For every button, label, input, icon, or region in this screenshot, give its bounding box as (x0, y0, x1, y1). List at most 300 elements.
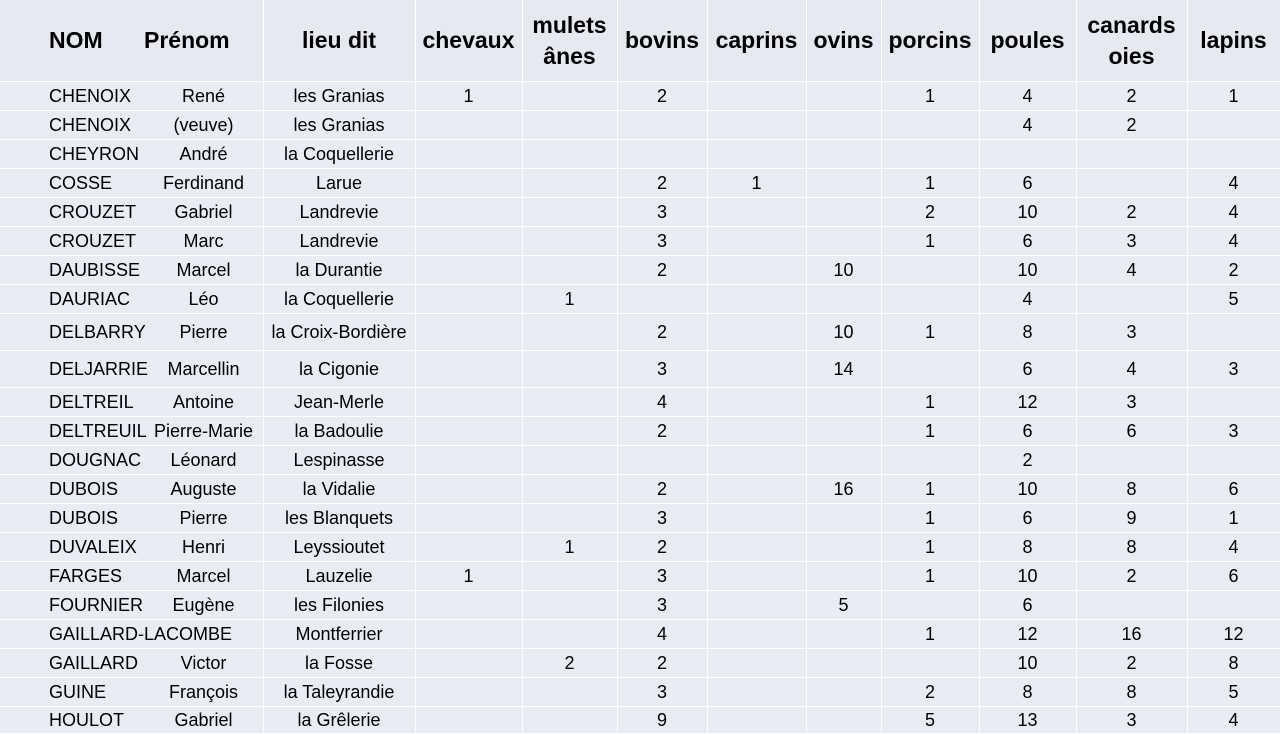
cell-lieu: les Blanquets (263, 504, 415, 533)
cell-porcins: 5 (881, 707, 979, 734)
cell-prenom: Marcel (176, 259, 231, 280)
cell-prenom: Marc (183, 230, 224, 251)
cell-lieu: la Coquellerie (263, 285, 415, 314)
cell-poules: 12 (979, 388, 1076, 417)
cell-mulets (522, 198, 617, 227)
cell-lieu: les Granias (263, 111, 415, 140)
cell-caprins (707, 649, 806, 678)
cell-nom: DAURIAC (49, 288, 131, 309)
cell-canards: 8 (1076, 678, 1187, 707)
cell-porcins: 1 (881, 475, 979, 504)
cell-bovins: 3 (617, 198, 707, 227)
cell-lapins: 4 (1187, 707, 1280, 734)
cell-poules: 6 (979, 351, 1076, 388)
cell-lapins: 6 (1187, 562, 1280, 591)
cell-ovins (806, 140, 881, 169)
cell-caprins (707, 351, 806, 388)
cell-porcins (881, 351, 979, 388)
cell-chevaux (415, 227, 522, 256)
cell-porcins: 1 (881, 82, 979, 111)
cell-ovins: 5 (806, 591, 881, 620)
cell-nom: CHENOIX (49, 85, 132, 106)
cell-chevaux (415, 314, 522, 351)
header-mulets-line2: ânes (543, 42, 596, 69)
cell-prenom: Ferdinand (162, 172, 245, 193)
cell-caprins (707, 388, 806, 417)
header-porcins: porcins (881, 0, 979, 82)
cell-lapins (1187, 446, 1280, 475)
cell-chevaux (415, 620, 522, 649)
cell-nom: CROUZET (49, 201, 136, 222)
table-row (0, 649, 1280, 678)
cell-canards: 2 (1076, 649, 1187, 678)
cell-porcins: 1 (881, 533, 979, 562)
cell-canards: 3 (1076, 314, 1187, 351)
table-row (0, 285, 1280, 314)
cell-nom: DUBOIS (49, 507, 119, 528)
cell-poules: 2 (979, 446, 1076, 475)
cell-nom: DOUGNAC (49, 449, 142, 470)
header-canards-line2: oies (1108, 42, 1155, 69)
cell-lieu: la Croix-Bordière (263, 314, 415, 351)
cell-nom: DELJARRIE (49, 358, 149, 379)
cell-lieu: Lauzelie (263, 562, 415, 591)
cell-ovins: 14 (806, 351, 881, 388)
cell-mulets (522, 504, 617, 533)
cell-porcins (881, 111, 979, 140)
cell-prenom: Pierre-Marie (153, 420, 254, 441)
cell-caprins (707, 140, 806, 169)
cell-lapins (1187, 388, 1280, 417)
cell-porcins: 1 (881, 169, 979, 198)
cell-prenom: Eugène (172, 594, 235, 615)
cell-nom: DAUBISSE (49, 259, 141, 280)
cell-porcins (881, 285, 979, 314)
cell-prenom: René (181, 85, 226, 106)
cell-lapins (1187, 591, 1280, 620)
cell-caprins (707, 591, 806, 620)
cell-mulets (522, 82, 617, 111)
cell-porcins: 1 (881, 388, 979, 417)
table-row (0, 111, 1280, 140)
header-caprins: caprins (707, 0, 806, 82)
cell-mulets (522, 351, 617, 388)
cell-nom-prenom (0, 285, 263, 314)
cell-nom-prenom (0, 475, 263, 504)
cell-lieu: Lespinasse (263, 446, 415, 475)
cell-prenom: (veuve) (173, 114, 234, 135)
cell-lieu: la Grêlerie (263, 707, 415, 734)
cell-mulets: 2 (522, 649, 617, 678)
cell-caprins (707, 562, 806, 591)
cell-canards: 2 (1076, 562, 1187, 591)
cell-lapins: 2 (1187, 256, 1280, 285)
cell-nom-prenom (0, 707, 263, 734)
cell-caprins (707, 314, 806, 351)
cell-chevaux (415, 169, 522, 198)
cell-chevaux (415, 707, 522, 734)
table-row (0, 504, 1280, 533)
cell-nom-prenom (0, 111, 263, 140)
table-row (0, 446, 1280, 475)
cell-nom-prenom (0, 314, 263, 351)
cell-mulets (522, 446, 617, 475)
cell-lapins: 4 (1187, 169, 1280, 198)
cell-prenom: Pierre (179, 507, 228, 528)
cell-lieu: la Taleyrandie (263, 678, 415, 707)
cell-lapins (1187, 314, 1280, 351)
table-row (0, 351, 1280, 388)
cell-prenom: François (168, 681, 239, 702)
cell-lapins: 5 (1187, 678, 1280, 707)
cell-poules: 10 (979, 562, 1076, 591)
table-row (0, 620, 1280, 649)
cell-ovins (806, 707, 881, 734)
cell-bovins: 2 (617, 82, 707, 111)
cell-bovins: 3 (617, 227, 707, 256)
cell-lieu: la Badoulie (263, 417, 415, 446)
cell-nom-prenom (0, 533, 263, 562)
cell-lapins: 3 (1187, 417, 1280, 446)
cell-nom: CHEYRON (49, 143, 140, 164)
cell-lapins: 3 (1187, 351, 1280, 388)
table-row (0, 417, 1280, 446)
cell-bovins: 4 (617, 620, 707, 649)
cell-caprins (707, 417, 806, 446)
cell-nom: COSSE (49, 172, 113, 193)
cell-lieu: Landrevie (263, 227, 415, 256)
cell-poules: 10 (979, 198, 1076, 227)
cell-poules: 6 (979, 227, 1076, 256)
cell-nom: FARGES (49, 565, 123, 586)
cell-chevaux: 1 (415, 82, 522, 111)
cell-caprins (707, 475, 806, 504)
cell-nom-prenom (0, 591, 263, 620)
cell-nom-prenom (0, 446, 263, 475)
cell-caprins (707, 446, 806, 475)
cell-prenom: Gabriel (174, 201, 233, 222)
cell-nom-prenom (0, 649, 263, 678)
cell-nom: GAILLARD (49, 652, 139, 673)
header-canards (1076, 0, 1187, 82)
header-chevaux: chevaux (415, 0, 522, 82)
cell-bovins: 2 (617, 256, 707, 285)
cell-caprins (707, 82, 806, 111)
cell-chevaux (415, 388, 522, 417)
cell-chevaux (415, 446, 522, 475)
cell-poules: 8 (979, 533, 1076, 562)
cell-lieu: Larue (263, 169, 415, 198)
cell-bovins: 9 (617, 707, 707, 734)
cell-caprins (707, 620, 806, 649)
cell-mulets (522, 591, 617, 620)
cell-chevaux (415, 140, 522, 169)
cell-nom: FOURNIER (49, 594, 143, 615)
header-prenom: Prénom (144, 27, 230, 53)
cell-mulets (522, 707, 617, 734)
cell-bovins: 2 (617, 314, 707, 351)
cell-mulets (522, 169, 617, 198)
cell-mulets (522, 417, 617, 446)
cell-porcins: 1 (881, 417, 979, 446)
cell-nom: DELTREUIL (49, 420, 147, 441)
cell-bovins: 2 (617, 475, 707, 504)
cell-lapins: 4 (1187, 227, 1280, 256)
cell-ovins (806, 446, 881, 475)
cell-canards: 9 (1076, 504, 1187, 533)
cell-mulets: 1 (522, 285, 617, 314)
cell-canards: 2 (1076, 82, 1187, 111)
cell-lieu: Landrevie (263, 198, 415, 227)
cell-caprins (707, 198, 806, 227)
cell-poules: 10 (979, 256, 1076, 285)
cell-caprins (707, 227, 806, 256)
header-lapins: lapins (1187, 0, 1280, 82)
cell-prenom: Pierre (179, 321, 228, 342)
cell-canards: 4 (1076, 351, 1187, 388)
header-nom-prenom (0, 0, 263, 82)
cell-canards: 8 (1076, 475, 1187, 504)
cell-caprins (707, 707, 806, 734)
cell-nom: DUBOIS (49, 478, 119, 499)
table-row (0, 82, 1280, 111)
cell-chevaux (415, 475, 522, 504)
cell-canards (1076, 591, 1187, 620)
cell-nom: CHENOIX (49, 114, 132, 135)
cell-mulets (522, 620, 617, 649)
cell-nom-prenom (0, 82, 263, 111)
cell-lieu: les Granias (263, 82, 415, 111)
cell-nom-prenom (0, 140, 263, 169)
cell-mulets (522, 475, 617, 504)
cell-chevaux (415, 417, 522, 446)
table-row (0, 533, 1280, 562)
cell-lieu: la Durantie (263, 256, 415, 285)
cell-ovins (806, 678, 881, 707)
cell-lieu: la Fosse (263, 649, 415, 678)
cell-canards: 2 (1076, 198, 1187, 227)
cell-porcins: 1 (881, 562, 979, 591)
cell-ovins (806, 388, 881, 417)
cell-lieu: la Cigonie (263, 351, 415, 388)
header-row (0, 0, 1280, 82)
table-body (0, 82, 1280, 734)
cell-prenom: Léo (188, 288, 219, 309)
cell-chevaux (415, 678, 522, 707)
cell-bovins (617, 446, 707, 475)
header-poules: poules (979, 0, 1076, 82)
cell-canards: 8 (1076, 533, 1187, 562)
cell-lieu: Jean-Merle (263, 388, 415, 417)
table-row (0, 314, 1280, 351)
cell-canards (1076, 140, 1187, 169)
cell-bovins: 2 (617, 649, 707, 678)
table-row (0, 475, 1280, 504)
cell-prenom: Gabriel (174, 709, 233, 730)
cell-caprins (707, 256, 806, 285)
cell-prenom: Victor (180, 652, 227, 673)
cell-caprins (707, 504, 806, 533)
cell-lapins: 4 (1187, 533, 1280, 562)
cell-nom-prenom (0, 678, 263, 707)
cell-chevaux (415, 198, 522, 227)
cell-canards: 3 (1076, 388, 1187, 417)
cell-porcins (881, 140, 979, 169)
cell-nom: DUVALEIX (49, 536, 137, 557)
cell-poules: 4 (979, 82, 1076, 111)
cell-poules: 6 (979, 591, 1076, 620)
cell-mulets (522, 227, 617, 256)
cell-bovins: 3 (617, 351, 707, 388)
cell-caprins (707, 533, 806, 562)
cell-ovins (806, 562, 881, 591)
cell-lapins: 1 (1187, 82, 1280, 111)
cell-lapins (1187, 140, 1280, 169)
cell-canards (1076, 446, 1187, 475)
cell-lieu: la Vidalie (263, 475, 415, 504)
cell-bovins: 2 (617, 533, 707, 562)
cell-ovins (806, 285, 881, 314)
cell-mulets (522, 111, 617, 140)
cell-bovins (617, 140, 707, 169)
cell-chevaux (415, 591, 522, 620)
cell-nom: DELBARRY (49, 321, 146, 342)
table-row (0, 198, 1280, 227)
cell-ovins: 10 (806, 314, 881, 351)
cell-poules: 13 (979, 707, 1076, 734)
cell-lapins: 12 (1187, 620, 1280, 649)
cell-prenom: Henri (181, 536, 225, 557)
cell-chevaux (415, 285, 522, 314)
cell-prenom: Antoine (172, 391, 235, 412)
cell-chevaux (415, 351, 522, 388)
cell-nom-prenom (0, 417, 263, 446)
cell-ovins (806, 169, 881, 198)
cell-porcins: 1 (881, 227, 979, 256)
cell-nom-prenom (0, 504, 263, 533)
cell-canards (1076, 169, 1187, 198)
cell-porcins: 2 (881, 198, 979, 227)
cell-bovins: 3 (617, 562, 707, 591)
cell-porcins (881, 591, 979, 620)
cell-poules: 4 (979, 111, 1076, 140)
cell-mulets (522, 388, 617, 417)
cell-prenom: Marcellin (167, 358, 240, 379)
cell-canards: 4 (1076, 256, 1187, 285)
cell-prenom: André (179, 143, 228, 164)
cell-nom-prenom (0, 227, 263, 256)
header-nom: NOM (49, 27, 103, 53)
cell-poules: 8 (979, 314, 1076, 351)
table-row (0, 169, 1280, 198)
cell-caprins (707, 678, 806, 707)
cell-ovins (806, 82, 881, 111)
header-canards-line1: canards (1087, 11, 1176, 38)
cell-lapins: 4 (1187, 198, 1280, 227)
cell-prenom: Marcel (176, 565, 231, 586)
cell-poules: 10 (979, 475, 1076, 504)
header-mulets-line1: mulets (532, 11, 607, 38)
table-row (0, 388, 1280, 417)
cell-chevaux (415, 256, 522, 285)
cell-mulets (522, 562, 617, 591)
cell-bovins: 3 (617, 591, 707, 620)
cell-canards: 2 (1076, 111, 1187, 140)
cell-canards: 16 (1076, 620, 1187, 649)
cell-caprins (707, 111, 806, 140)
header-lieu: lieu dit (263, 0, 415, 82)
table-row (0, 227, 1280, 256)
cell-ovins (806, 649, 881, 678)
cell-lieu: la Coquellerie (263, 140, 415, 169)
cell-nom-prenom (0, 562, 263, 591)
cell-chevaux (415, 111, 522, 140)
cell-nom-prenom (0, 620, 263, 649)
header-mulets (522, 0, 617, 82)
cell-mulets (522, 678, 617, 707)
cell-poules: 6 (979, 169, 1076, 198)
cell-porcins (881, 256, 979, 285)
cell-chevaux (415, 649, 522, 678)
cell-nom: DELTREIL (49, 391, 134, 412)
cell-mulets (522, 256, 617, 285)
cell-nom-prenom (0, 169, 263, 198)
cell-porcins: 1 (881, 504, 979, 533)
cell-porcins (881, 446, 979, 475)
cell-bovins: 4 (617, 388, 707, 417)
cell-lapins: 5 (1187, 285, 1280, 314)
header-ovins: ovins (806, 0, 881, 82)
cell-lieu: les Filonies (263, 591, 415, 620)
cell-chevaux (415, 504, 522, 533)
cell-poules: 10 (979, 649, 1076, 678)
cell-mulets: 1 (522, 533, 617, 562)
cell-nom: HOULOT (49, 709, 125, 730)
cell-ovins (806, 111, 881, 140)
cell-nom: GUINE (49, 681, 107, 702)
cell-lieu: Leyssioutet (263, 533, 415, 562)
cell-ovins (806, 533, 881, 562)
cell-bovins (617, 285, 707, 314)
table-row (0, 256, 1280, 285)
cell-nom-prenom (0, 256, 263, 285)
table-row (0, 678, 1280, 707)
cell-lapins: 6 (1187, 475, 1280, 504)
cell-porcins: 1 (881, 314, 979, 351)
table-row (0, 591, 1280, 620)
cell-canards: 3 (1076, 707, 1187, 734)
cell-lapins: 1 (1187, 504, 1280, 533)
cell-bovins: 2 (617, 169, 707, 198)
table-row (0, 707, 1280, 734)
cell-porcins: 2 (881, 678, 979, 707)
cell-nom: GAILLARD-LACOMBE (49, 623, 233, 644)
table-row (0, 140, 1280, 169)
cell-bovins: 3 (617, 504, 707, 533)
cell-poules: 6 (979, 417, 1076, 446)
cell-poules: 12 (979, 620, 1076, 649)
cell-ovins: 10 (806, 256, 881, 285)
cell-lapins: 8 (1187, 649, 1280, 678)
cell-mulets (522, 140, 617, 169)
cell-poules: 8 (979, 678, 1076, 707)
table-row (0, 562, 1280, 591)
cell-nom-prenom (0, 351, 263, 388)
cell-nom-prenom (0, 198, 263, 227)
cell-caprins (707, 285, 806, 314)
cell-bovins: 2 (617, 417, 707, 446)
cell-chevaux: 1 (415, 562, 522, 591)
